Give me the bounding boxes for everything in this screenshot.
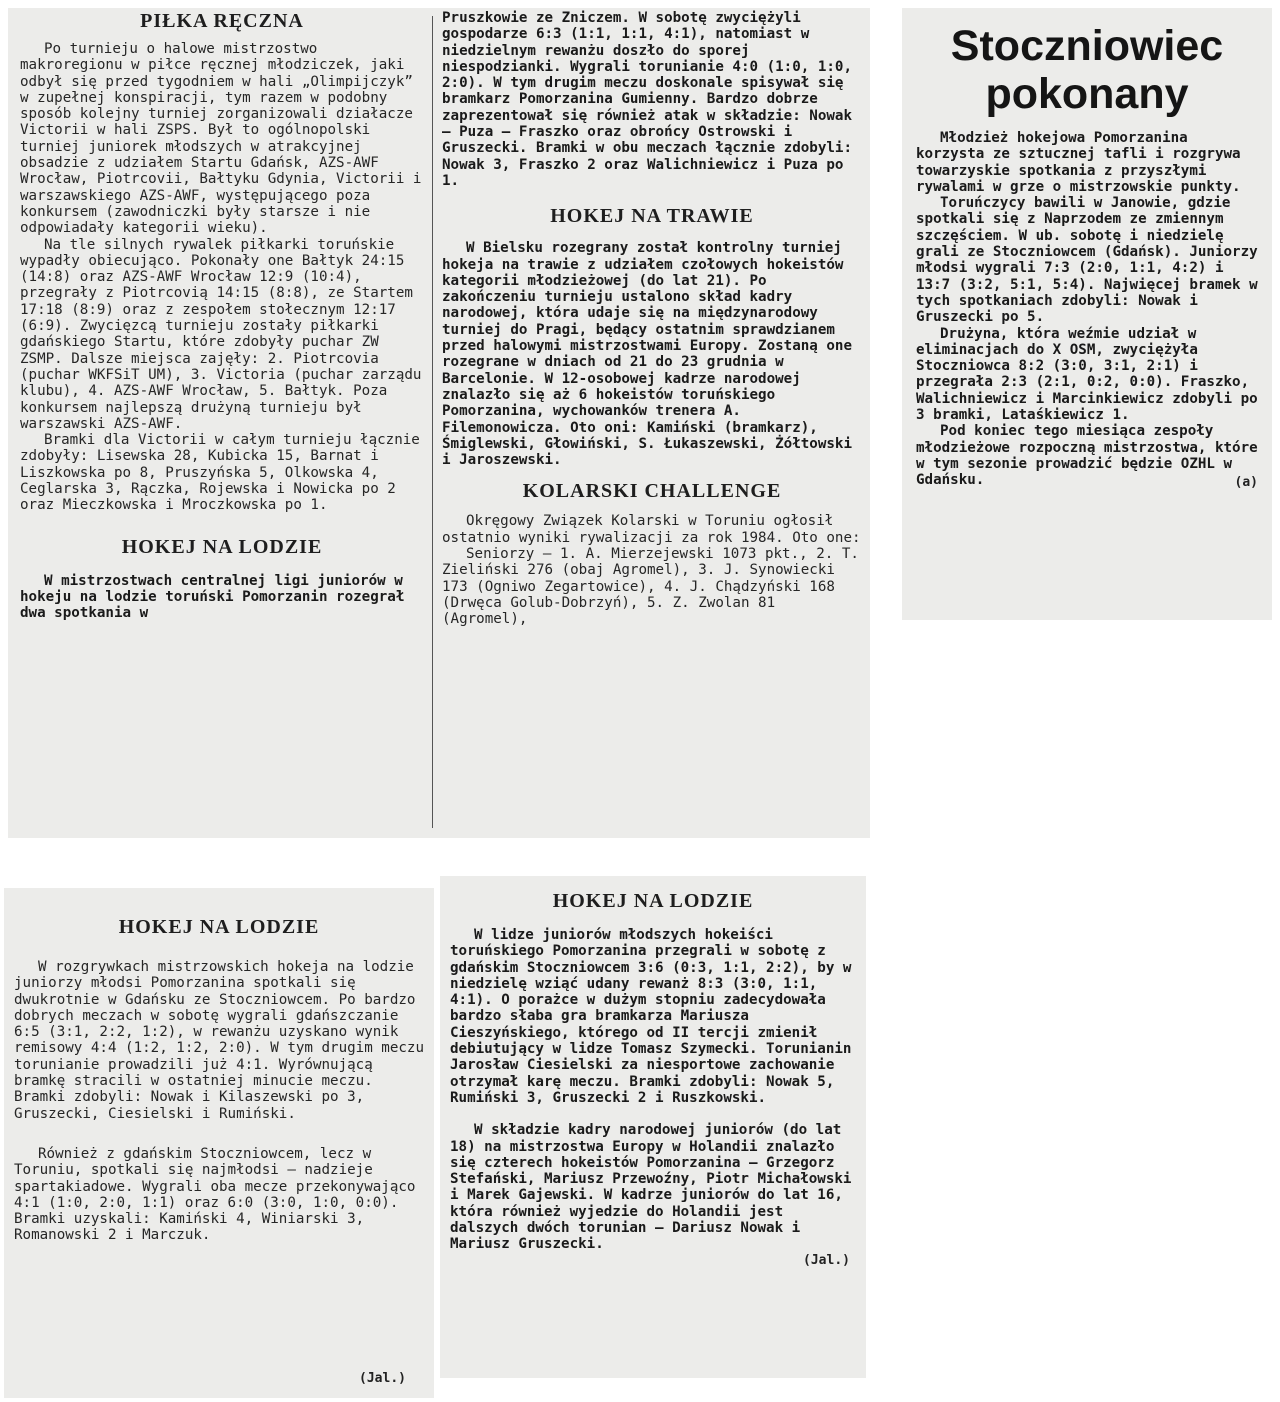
article-paragraph: Drużyna, która weźmie udział w eliminacjach do X OSM, zwyciężyła Stoczniowca 8:2 (3:0, 3:1, 2:1) i przegrała 2:3 (2:1, 0:2, 0:0). Fraszko, Walichniewicz i Marcinkiewicz zdobyli po 3 bramki, Lataśkiewicz 1. bbox=[916, 325, 1258, 424]
article-paragraph: Po turnieju o halowe mistrzostwo makroregionu w piłce ręcznej młodziczek, jaki odbył się przed tygodniem w hali „Olimpijczyk” w zupełnej konspiracji, tym razem w podobny sposób kolejny turniej zorganizowali działacze Victorii w hali ZSPS. Był to ogólnopolski turniej juniorek młodszych w atrakcyjnej obsadzie z udziałem Startu Gdańsk, AZS-AWF Wrocław, Piotrcovii, Bałtyku Gdynia, Victorii i warszawskiego AZS-AWF, występującego poza konkursem (zawodniczki były starsze i nie odpowiadały kategorii wieku). bbox=[20, 41, 422, 237]
article-paragraph: W Bielsku rozegrany został kontrolny turniej hokeja na trawie z udziałem czołowych hokeistów kategorii młodzieżowej (do lat 21). Po zakończeniu turnieju ustalono skład kadry narodowej, która udaje się na międzynarodowy turniej do Pragi, będący ostatnim sprawdzianem przed halowymi mistrzostwami Europy. Zostaną one rozegrane w dniach od 21 do 23 grudnia w Barcelonie. W 12-osobowej kadrze narodowej znalazło się aż 6 hokeistów toruńskiego Pomorzanina, wychowanków trenera A. Filemonowicza. Oto oni: Kamiński (bramkarz), Śmiglewski, Głowiński, S. Łukaszewski, Żółtowski i Jaroszewski. bbox=[442, 240, 852, 469]
clipping-hokej-na-lodzie-1 bbox=[4, 888, 434, 1398]
column-left bbox=[20, 10, 424, 834]
article-paragraph: Seniorzy — 1. A. Mierzejewski 1073 pkt., 2. T. Zieliński 276 (obaj Agromel), 3. J. Synowiecki 173 (Ogniwo Zegartowice), 4. J. Chądzyński 168 (Drwęca Golub-Dobrzyń), 5. Z. Zwolan 81 (Agromel), bbox=[442, 546, 859, 628]
article-paragraph: W składzie kadry narodowej juniorów (do lat 18) na mistrzostwa Europy w Holandii znalazło się czterech hokeistów Pomorzanina — Grzegorz Stefański, Mariusz Przewoźny, Piotr Michałowski i Marek Gajewski. W kadrze juniorów do lat 16, która również wyjedzie do Holandii jest dalszych dwóch torunian — Dariusz Nowak i Mariusz Gruszecki. bbox=[450, 1122, 852, 1253]
column-right bbox=[442, 10, 862, 834]
article-paragraph: W mistrzostwach centralnej ligi juniorów w hokeju na lodzie toruński Pomorzanin rozegrał dwa spotkania w bbox=[20, 572, 405, 622]
headline-stoczniowiec-pokonany: Stoczniowiec pokonany bbox=[950, 22, 1224, 118]
article-paragraph: Okręgowy Związek Kolarski w Toruniu ogłosił ostatnio wyniki rywalizacji za rok 1984. Oto one: bbox=[442, 513, 861, 546]
clipping-stoczniowiec-pokonany bbox=[902, 8, 1272, 620]
headline-hokej-na-lodzie: HOKEJ NA LODZIE bbox=[118, 916, 320, 938]
article-paragraph: Bramki dla Victorii w całym turnieju łącznie zdobyły: Lisewska 28, Kubicka 15, Barnat i Liszkowska po 8, Pruszyńska 5, Olkowska 4, Ceglarska 3, Rączka, Rojewska i Nowicka po 2 oraz Mieczkowska i Mroczkowska po 1. bbox=[20, 432, 420, 514]
headline-kolarski-challenge: KOLARSKI CHALLENGE bbox=[522, 480, 782, 503]
article-paragraph: Na tle silnych rywalek piłkarki toruńskie wypadły obiecująco. Pokonały one Bałtyk 24:15 (14:8) oraz AZS-AWF Wrocław 12:9 (10:4), przegrały z Piotrcovią 14:15 (8:8), ze Startem 17:18 (8:9) oraz z zespołem stołecznym 12:17 (6:9). Zwycięzcą turnieju zostały piłkarki gdańskiego Startu, które zdobyły puchar ZW ZSMP. Dalsze miejsca zajęły: 2. Piotrcovia (puchar WKFSiT UM), 3. Victoria (puchar zarządu klubu), 4. AZS-AWF Wrocław, 5. Bałtyk. Poza konkursem najlepszą drużyną turnieju był warszawski AZS-AWF. bbox=[20, 236, 422, 432]
article-paragraph: Pruszkowie ze Zniczem. W sobotę zwyciężyli gospodarze 6:3 (1:1, 1:1, 4:1), natomiast w niedzielnym rewanżu doszło do sporej niespodzianki. Wygrali torunianie 4:0 (1:0, 1:0, 2:0). W tym drugim meczu doskonale spisywał się bramkarz Pomorzanina Gumienny. Bardzo dobrze zaprezentował się również atak w składzie: Nowak — Puza — Fraszko oraz obrońcy Ostrowski i Gruszecki. Bramki w obu meczach łącznie zdobyli: Nowak 3, Fraszko 2 oraz Walichniewicz i Puza po 1. bbox=[442, 10, 852, 189]
clipping-pilka-reczna bbox=[8, 8, 870, 838]
article-paragraph: Również z gdańskim Stoczniowcem, lecz w Toruniu, spotkali się najmłodsi — nadzieje spartakiadowe. Wygrali oba mecze przekonywająco 4:1 (1:0, 2:0, 1:1) oraz 6:0 (3:0, 1:0, 0:0). Bramki uzyskali: Kamiński 4, Winiarski 3, Romanowski 2 i Marczuk. bbox=[14, 1145, 416, 1244]
headline-pilka-reczna: PIŁKA RĘCZNA bbox=[140, 10, 304, 32]
article-paragraph: W lidze juniorów młodszych hokeiści toruńskiego Pomorzanina przegrali w sobotę z gdańskim Stoczniowcem 3:6 (0:3, 1:1, 2:2), by w niedzielę wziąć udany rewanż 8:3 (3:0, 1:1, 4:1). O porażce w dużym stopniu zadecydowała bardzo słaba gra bramkarza Mariusza Cieszyńskiego, którego od II tercji zmienił debiutujący w lidze Tomasz Szymecki. Torunianin Jarosław Ciesielski za niesportowe zachowanie otrzymał karę meczu. Bramki zdobyli: Nowak 5, Rumiński 3, Gruszecki 2 i Ruszkowski. bbox=[450, 927, 852, 1106]
article-paragraph: Młodzież hokejowa Pomorzanina korzysta ze sztucznej tafli i rozgrywa towarzyskie spotkania z przyszłymi rywalami w grze o mistrzowskie punkty. bbox=[916, 130, 1241, 195]
headline-hokej-na-lodzie: HOKEJ NA LODZIE bbox=[121, 535, 323, 558]
headline-hokej-na-trawie: HOKEJ NA TRAWIE bbox=[550, 205, 754, 228]
article-paragraph: W rozgrywkach mistrzowskich hokeja na lodzie juniorzy młodsi Pomorzanina spotkali się dwukrotnie w Gdańsku ze Stoczniowcem. Po bardzo dobrych meczach w sobotę wygrali gdańszczanie 6:5 (3:1, 2:2, 1:2), w rewanżu uzyskano wynik remisowy 4:4 (1:2, 1:2, 2:0). W tym drugim meczu torunianie prowadzili już 4:1. Wyrównującą bramkę stracili w ostatniej minucie meczu. Bramki zdobyli: Nowak i Kilaszewski po 3, Gruszecki, Ciesielski i Rumiński. bbox=[14, 959, 424, 1122]
column-divider bbox=[432, 16, 433, 828]
article-paragraph: Toruńczycy bawili w Janowie, gdzie spotkali się z Naprzodem ze zmiennym szczęściem. W ub. sobotę i niedzielę grali ze Stoczniowcem (Gdańsk). Juniorzy młodsi wygrali 7:3 (2:0, 1:1, 4:2) i 13:7 (3:2, 5:1, 5:4). Najwięcej bramek w tych spotkaniach zdobyli: Nowak i Gruszecki po 5. bbox=[916, 195, 1258, 326]
author-signature: (Jal.) bbox=[359, 1371, 406, 1386]
article-paragraph: Pod koniec tego miesiąca zespoły młodzieżowe rozpoczną mistrzostwa, które w tym sezonie prowadzić będzie OZHL w Gdańsku. bbox=[916, 423, 1258, 489]
author-signature: (Jal.) bbox=[803, 1252, 850, 1268]
clipping-hokej-na-lodzie-2 bbox=[440, 876, 866, 1378]
headline-hokej-na-lodzie: HOKEJ NA LODZIE bbox=[552, 890, 754, 912]
author-signature: (a) bbox=[1234, 474, 1258, 490]
